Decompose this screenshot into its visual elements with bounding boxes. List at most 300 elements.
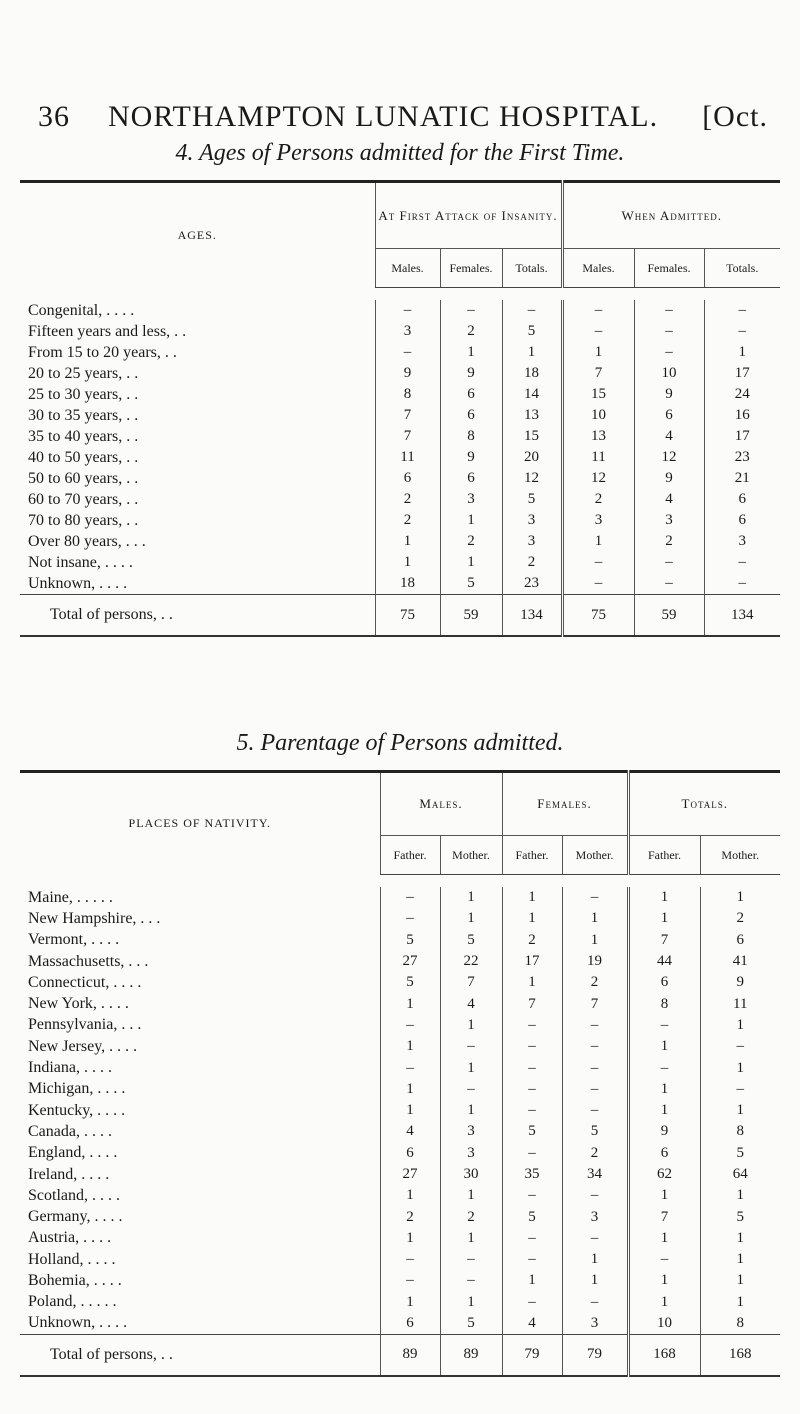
cell-value: 1 [440,342,502,363]
cell-value: 22 [440,951,502,972]
cell-value: 1 [440,1228,502,1249]
row-label: Total of persons, . . [20,595,375,637]
cell-value: 2 [440,321,502,342]
totals-group-header: Totals. [628,772,780,836]
cell-value: 11 [375,447,440,468]
cell-value: – [700,1036,780,1057]
cell-value: 34 [562,1164,628,1185]
table-row [20,1164,780,1185]
table-row [20,1100,780,1121]
cell-value: 75 [562,595,634,637]
cell-value: 2 [562,1143,628,1164]
row-label: Congenital, . . . . [28,301,135,319]
cell-value: – [634,300,704,321]
cell-value: 2 [375,489,440,510]
cell-value: – [562,1185,628,1206]
table-row [20,887,780,908]
cell-value: – [562,1036,628,1057]
nativity-header: PLACES OF NATIVITY. [128,816,271,831]
cell-value: 23 [704,447,780,468]
cell-value: 35 [502,1164,562,1185]
row-label: Kentucky, . . . . [28,1101,126,1119]
ages-table [20,180,780,637]
cell-value: – [634,321,704,342]
cell-value: 17 [704,363,780,384]
cell-value: 2 [502,930,562,951]
cell-value: 1 [628,1100,700,1121]
row-label: Total of persons, . . [20,1334,380,1376]
row-label: 30 to 35 years, . . [28,406,139,424]
cell-value: 1 [700,1057,780,1078]
subheader-4: Father. [628,836,700,875]
cell-value: 3 [562,510,634,531]
cell-value: 62 [628,1164,700,1185]
subheader-1: Females. [440,249,502,288]
cell-value: 6 [700,930,780,951]
first-attack-header: At First Attack of Insanity. [375,182,562,249]
row-label: Not insane, . . . . [28,553,133,571]
cell-value: – [380,1270,440,1291]
cell-value: 1 [440,908,502,929]
cell-value: 1 [440,1015,502,1036]
row-label: Unknown, . . . . [28,1314,128,1332]
cell-value: 1 [380,1079,440,1100]
cell-value: 3 [440,1121,502,1142]
cell-value: – [502,1185,562,1206]
row-label: Pennsylvania, . . . [28,1016,142,1034]
cell-value: 3 [704,531,780,552]
cell-value: 5 [700,1143,780,1164]
cell-value: 5 [502,1206,562,1227]
row-label: Bohemia, . . . . [28,1271,122,1289]
cell-value: 12 [634,447,704,468]
females-group-header: Females. [502,772,628,836]
cell-value: 4 [634,489,704,510]
cell-value: 16 [704,405,780,426]
cell-value: – [502,300,562,321]
row-label: Michigan, . . . . [28,1080,126,1098]
cell-value: 1 [562,531,634,552]
row-label: Connecticut, . . . . [28,973,142,991]
cell-value: 6 [380,1143,440,1164]
cell-value: – [704,321,780,342]
row-label: 25 to 30 years, . . [28,385,139,403]
cell-value: – [700,1079,780,1100]
cell-value: – [562,300,634,321]
cell-value: 1 [700,1249,780,1270]
cell-value: 10 [634,363,704,384]
cell-value: 5 [562,1121,628,1142]
table-row [20,1185,780,1206]
spacer-row [20,288,780,301]
cell-value: – [380,908,440,929]
cell-value: 1 [375,552,440,573]
table-row [20,972,780,993]
cell-value: – [502,1292,562,1313]
cell-value: 1 [700,887,780,908]
cell-value: 15 [562,384,634,405]
cell-value: 44 [628,951,700,972]
cell-value: 12 [562,468,634,489]
cell-value: 1 [628,887,700,908]
cell-value: – [704,300,780,321]
table-row [20,531,780,552]
table-row [20,1079,780,1100]
cell-value: 9 [440,447,502,468]
cell-value: 9 [700,972,780,993]
cell-value: – [440,1249,502,1270]
cell-value: 2 [634,531,704,552]
cell-value: 1 [700,1015,780,1036]
cell-value: 4 [380,1121,440,1142]
cell-value: 3 [634,510,704,531]
cell-value: 19 [562,951,628,972]
cell-value: 1 [440,1185,502,1206]
cell-value: 8 [700,1121,780,1142]
cell-value: 5 [380,930,440,951]
cell-value: 5 [502,489,562,510]
row-label: Poland, . . . . . [28,1293,117,1311]
cell-value: 6 [375,468,440,489]
cell-value: 4 [502,1313,562,1335]
cell-value: – [562,552,634,573]
subheader-5: Mother. [700,836,780,875]
cell-value: 5 [502,321,562,342]
cell-value: 30 [440,1164,502,1185]
table-row [20,384,780,405]
cell-value: 6 [704,510,780,531]
cell-value: 3 [502,531,562,552]
cell-value: 7 [562,363,634,384]
row-label: From 15 to 20 years, . . [28,343,177,361]
row-label: Indiana, . . . . [28,1059,112,1077]
cell-value: 1 [704,342,780,363]
subheader-5: Totals. [704,249,780,288]
cell-value: 1 [502,972,562,993]
cell-value: 2 [375,510,440,531]
cell-value: 1 [502,1270,562,1291]
cell-value: 79 [502,1334,562,1376]
table-row [20,930,780,951]
cell-value: 1 [700,1292,780,1313]
row-label: Canada, . . . . [28,1122,112,1140]
cell-value: 89 [380,1334,440,1376]
cell-value: 134 [502,595,562,637]
cell-value: 1 [440,552,502,573]
cell-value: 1 [628,1079,700,1100]
row-label: 50 to 60 years, . . [28,469,139,487]
table-row [20,573,780,595]
table-row [20,1228,780,1249]
cell-value: 12 [502,468,562,489]
cell-value: 2 [562,489,634,510]
cell-value: 1 [700,1228,780,1249]
cell-value: 18 [375,573,440,595]
subheader-1: Mother. [440,836,502,875]
cell-value: – [502,1079,562,1100]
row-label: 20 to 25 years, . . [28,364,139,382]
cell-value: 9 [634,468,704,489]
table-row [20,447,780,468]
table-row [20,510,780,531]
cell-value: 1 [562,1270,628,1291]
cell-value: – [502,1249,562,1270]
cell-value: 1 [380,1292,440,1313]
table-row [20,951,780,972]
cell-value: 5 [700,1206,780,1227]
row-label: Over 80 years, . . . [28,532,146,550]
cell-value: 1 [628,1292,700,1313]
cell-value: – [380,1249,440,1270]
cell-value: – [562,1292,628,1313]
cell-value: 2 [502,552,562,573]
cell-value: – [634,573,704,595]
subheader-3: Males. [562,249,634,288]
table-row [20,552,780,573]
row-label: Massachusetts, . . . [28,952,149,970]
when-admitted-header: When Admitted. [562,182,780,249]
total-row [20,1334,780,1376]
cell-value: 17 [704,426,780,447]
cell-value: 59 [440,595,502,637]
row-label: Fifteen years and less, . . [28,322,187,340]
cell-value: 15 [502,426,562,447]
cell-value: 6 [440,384,502,405]
row-label: Maine, . . . . . [28,888,113,906]
cell-value: 2 [700,908,780,929]
cell-value: – [704,573,780,595]
cell-value: – [562,573,634,595]
ages-table-body [20,288,780,637]
cell-value: 1 [440,1100,502,1121]
row-label: 35 to 40 years, . . [28,427,139,445]
cell-value: 1 [628,1185,700,1206]
cell-value: 59 [634,595,704,637]
cell-value: 9 [628,1121,700,1142]
cell-value: 79 [562,1334,628,1376]
cell-value: – [562,1228,628,1249]
cell-value: 7 [628,930,700,951]
cell-value: 6 [440,468,502,489]
cell-value: 41 [700,951,780,972]
table-row [20,1121,780,1142]
cell-value: – [380,1015,440,1036]
cell-value: 1 [440,1057,502,1078]
row-label: Unknown, . . . . [28,574,128,592]
cell-value: – [562,1079,628,1100]
cell-value: 10 [562,405,634,426]
cell-value: 6 [380,1313,440,1335]
cell-value: 2 [440,531,502,552]
row-label: 40 to 50 years, . . [28,448,139,466]
cell-value: 13 [562,426,634,447]
page-number: 36 [38,100,70,133]
cell-value: 7 [375,405,440,426]
cell-value: – [628,1249,700,1270]
cell-value: 10 [628,1313,700,1335]
cell-value: 1 [562,342,634,363]
cell-value: 1 [502,342,562,363]
cell-value: – [502,1100,562,1121]
cell-value: 6 [440,405,502,426]
subheader-0: Males. [375,249,440,288]
cell-value: – [562,1100,628,1121]
cell-value: 3 [440,1143,502,1164]
cell-value: 1 [380,1228,440,1249]
cell-value: 14 [502,384,562,405]
cell-value: 4 [634,426,704,447]
cell-value: 1 [380,993,440,1014]
cell-value: 1 [440,887,502,908]
subheader-4: Females. [634,249,704,288]
cell-value: 7 [628,1206,700,1227]
cell-value: – [502,1057,562,1078]
row-label: Austria, . . . . [28,1229,112,1247]
table-row [20,363,780,384]
cell-value: 1 [502,887,562,908]
table1-caption: 4. Ages of Persons admitted for the First Time. [175,140,625,166]
table-row [20,1143,780,1164]
cell-value: 1 [440,1292,502,1313]
cell-value: – [502,1015,562,1036]
table-row [20,1292,780,1313]
cell-value: 7 [562,993,628,1014]
cell-value: 1 [700,1100,780,1121]
table-row [20,489,780,510]
cell-value: 27 [380,951,440,972]
cell-value: – [634,342,704,363]
cell-value: 5 [380,972,440,993]
table-row [20,300,780,321]
cell-value: – [375,342,440,363]
cell-value: 8 [440,426,502,447]
running-title: NORTHAMPTON LUNATIC HOSPITAL. [108,100,659,133]
cell-value: 17 [502,951,562,972]
cell-value: 1 [700,1185,780,1206]
cell-value: – [562,1057,628,1078]
cell-value: 1 [375,531,440,552]
cell-value: 2 [440,1206,502,1227]
row-label: New Hampshire, . . . [28,909,161,927]
cell-value: 11 [700,993,780,1014]
cell-value: 7 [440,972,502,993]
cell-value: 8 [700,1313,780,1335]
cell-value: 6 [628,972,700,993]
cell-value: – [380,887,440,908]
subheader-2: Father. [502,836,562,875]
cell-value: 75 [375,595,440,637]
subheader-3: Mother. [562,836,628,875]
table-row [20,405,780,426]
cell-value: 9 [440,363,502,384]
cell-value: 18 [502,363,562,384]
cell-value: 5 [440,930,502,951]
cell-value: 64 [700,1164,780,1185]
cell-value: – [562,321,634,342]
cell-value: 3 [375,321,440,342]
cell-value: 1 [562,930,628,951]
cell-value: 24 [704,384,780,405]
cell-value: 134 [704,595,780,637]
cell-value: 27 [380,1164,440,1185]
table2-caption: 5. Parentage of Persons admitted. [236,730,564,756]
table-row [20,1249,780,1270]
row-label: Ireland, . . . . [28,1165,110,1183]
cell-value: 9 [634,384,704,405]
cell-value: 4 [440,993,502,1014]
cell-value: – [628,1015,700,1036]
parentage-table [20,770,780,1377]
table-row [20,908,780,929]
table-row [20,993,780,1014]
males-group-header: Males. [380,772,502,836]
cell-value: – [375,300,440,321]
table-row [20,1057,780,1078]
cell-value: 1 [628,908,700,929]
cell-value: 1 [700,1270,780,1291]
ages-header: AGES. [177,227,217,242]
table-row [20,426,780,447]
row-label: Scotland, . . . . [28,1186,120,1204]
table-row [20,1206,780,1227]
cell-value: – [502,1036,562,1057]
total-row [20,595,780,637]
cell-value: 3 [562,1206,628,1227]
cell-value: 1 [628,1228,700,1249]
table-row [20,321,780,342]
cell-value: 6 [634,405,704,426]
table-row [20,1036,780,1057]
cell-value: 20 [502,447,562,468]
cell-value: 1 [440,510,502,531]
row-label: Germany, . . . . [28,1208,123,1226]
cell-value: – [634,552,704,573]
cell-value: 1 [380,1100,440,1121]
subheader-2: Totals. [502,249,562,288]
cell-value: – [562,1015,628,1036]
cell-value: – [440,300,502,321]
row-label: 70 to 80 years, . . [28,511,139,529]
table-row [20,1270,780,1291]
cell-value: 5 [502,1121,562,1142]
cell-value: – [562,887,628,908]
cell-value: – [704,552,780,573]
row-label: England, . . . . [28,1144,118,1162]
cell-value: 2 [380,1206,440,1227]
cell-value: 3 [502,510,562,531]
cell-value: 1 [628,1270,700,1291]
cell-value: 1 [562,1249,628,1270]
cell-value: 6 [628,1143,700,1164]
subheader-0: Father. [380,836,440,875]
row-label: New York, . . . . [28,995,129,1013]
cell-value: 7 [375,426,440,447]
cell-value: 1 [380,1036,440,1057]
row-label: New Jersey, . . . . [28,1037,138,1055]
cell-value: 2 [562,972,628,993]
cell-value: 7 [502,993,562,1014]
cell-value: 3 [440,489,502,510]
cell-value: 168 [700,1334,780,1376]
cell-value: 1 [502,908,562,929]
spacer-row [20,875,780,888]
cell-value: 8 [628,993,700,1014]
row-label: Vermont, . . . . [28,931,120,949]
table-row [20,1313,780,1335]
parentage-table-body [20,875,780,1376]
cell-value: 23 [502,573,562,595]
cell-value: 9 [375,363,440,384]
